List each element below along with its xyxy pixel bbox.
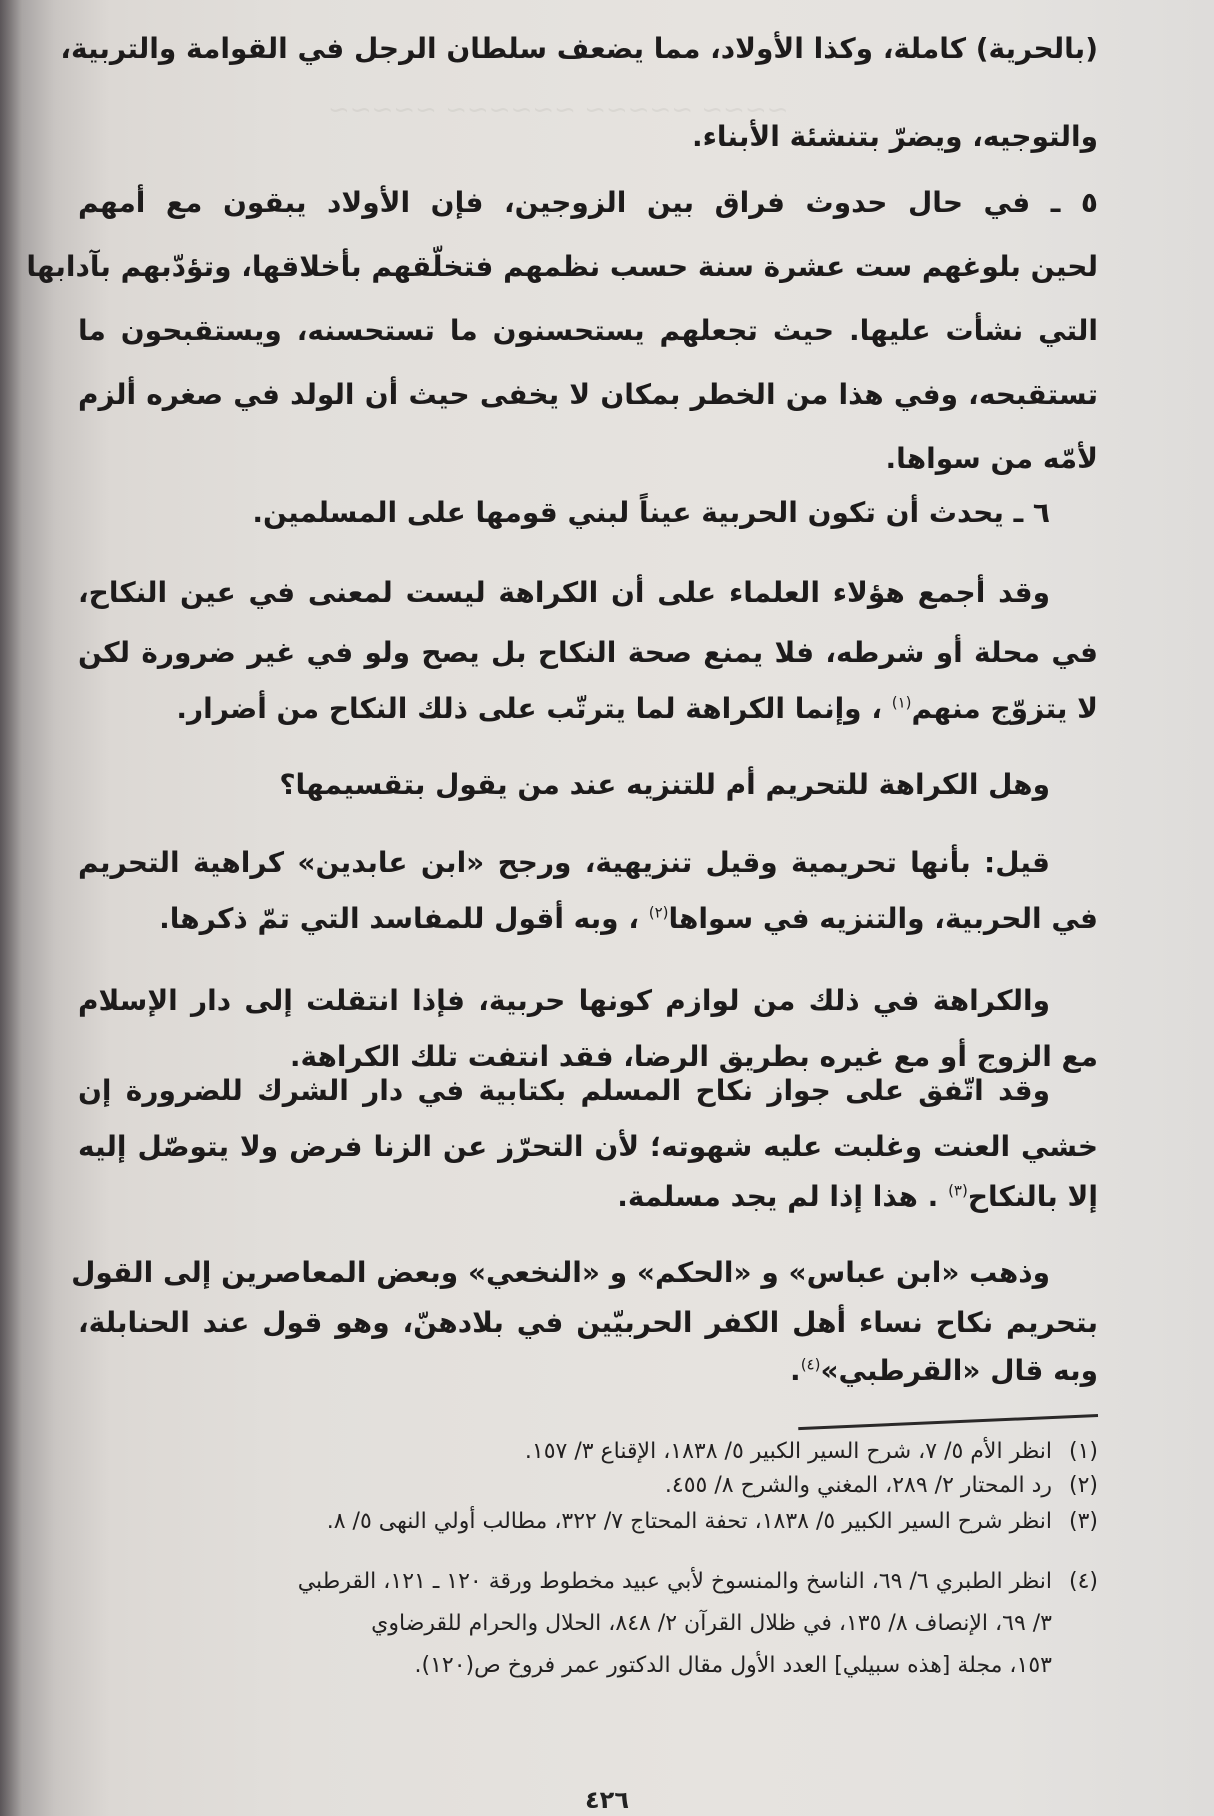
body-text: ٦ ـ يحدث أن تكون الحربية عيناً لبني قومها على المسلمين.	[252, 496, 1050, 529]
body-text: إلا بالنكاح	[967, 1180, 1098, 1213]
body-line	[78, 178, 1098, 228]
footnote-2	[78, 1470, 1098, 1502]
body-text: لحين بلوغهم ست عشرة سنة حسب نظمهم فتخلّقهم بأخلاقها، وتؤدّبهم بآدابها	[26, 250, 1098, 283]
body-line	[78, 838, 1098, 888]
body-text: وبه قال «القرطبي»	[820, 1354, 1098, 1387]
body-text: لأمّه من سواها.	[885, 442, 1098, 475]
footnote-number: (٣)	[1068, 1509, 1098, 1534]
body-line	[78, 1066, 1098, 1116]
footnote-separator	[798, 1414, 1098, 1430]
footnote-number: (٤)	[1068, 1569, 1098, 1594]
body-text: التي نشأت عليها. حيث تجعلهم يستحسنون ما تستحسنه، ويستقبحون ما	[78, 314, 1098, 347]
body-text: في الحربية، والتنزيه في سواها	[668, 902, 1098, 935]
body-text: ، وإنما الكراهة لما يترتّب على ذلك النكاح من أضرار.	[176, 692, 882, 725]
body-line	[78, 306, 1098, 356]
body-line	[78, 894, 1098, 944]
body-line	[78, 370, 1098, 420]
body-line	[78, 760, 1098, 810]
footnote-number: (٢)	[1068, 1473, 1098, 1498]
body-line	[78, 434, 1098, 484]
footnote-ref-4[interactable]: (٤)	[800, 1355, 821, 1374]
footnote-1	[78, 1436, 1098, 1468]
book-page	[26, 0, 1098, 1816]
body-text: لا يتزوّج منهم	[911, 692, 1098, 725]
body-text: في محلة أو شرطه، فلا يمنع صحة النكاح بل يصح ولو في غير ضرورة لكن	[78, 636, 1098, 669]
body-text: وهل الكراهة للتحريم أم للتنزيه عند من يقول بتقسيمها؟	[279, 768, 1050, 801]
body-line	[78, 628, 1098, 678]
body-line	[78, 568, 1098, 618]
body-text: خشي العنت وغلبت عليه شهوته؛ لأن التحرّز عن الزنا فرض ولا يتوصّل إليه	[78, 1130, 1098, 1163]
footnote-text: ١٥٣، مجلة [هذه سبيلي] العدد الأول مقال الدكتور عمر فروخ ص(١٢٠).	[414, 1653, 1052, 1678]
body-line	[78, 1122, 1098, 1172]
page-number: ٤٢٦	[585, 1786, 629, 1814]
show-through-text: ~~~~ ~~~~~ ~~~~~~ ~~~~~	[328, 95, 789, 125]
body-line	[78, 1172, 1098, 1222]
footnote-text: رد المحتار ٢/ ٢٨٩، المغني والشرح ٨/ ٤٥٥.	[664, 1473, 1052, 1498]
body-line	[78, 1298, 1098, 1348]
body-line	[71, 1248, 1098, 1298]
body-line	[26, 242, 1098, 292]
body-text: والكراهة في ذلك من لوازم كونها حربية، فإذا انتقلت إلى دار الإسلام	[78, 984, 1050, 1017]
footnote-4-continuation	[78, 1650, 1098, 1682]
footnote-text: انظر الطبري ٦/ ٦٩، الناسخ والمنسوخ لأبي عبيد مخطوط ورقة ١٢٠ ـ ١٢١، القرطبي	[297, 1569, 1052, 1594]
footnote-number: (١)	[1068, 1439, 1098, 1464]
body-line	[78, 1346, 1098, 1396]
body-line	[78, 684, 1098, 734]
body-text: .	[790, 1354, 801, 1387]
body-line	[78, 976, 1098, 1026]
footnote-text: انظر الأم ٥/ ٧، شرح السير الكبير ٥/ ١٨٣٨، الإقناع ٣/ ١٥٧.	[524, 1439, 1052, 1464]
footnote-ref-3[interactable]: (٣)	[948, 1181, 968, 1200]
body-line	[60, 24, 1098, 74]
body-line	[78, 112, 1098, 162]
footnote-3	[78, 1506, 1098, 1538]
body-text: بتحريم نكاح نساء أهل الكفر الحربيّين في بلادهنّ، وهو قول عند الحنابلة،	[78, 1306, 1098, 1339]
body-text: مما يضعف سلطان الرجل في القوامة والتربية،	[60, 32, 701, 65]
footnote-4	[78, 1566, 1098, 1598]
body-text: (بالحرية) كاملة، وكذا الأولاد،	[710, 32, 1098, 65]
body-text: قيل: بأنها تحريمية وقيل تنزيهية، ورجح «ابن عابدين» كراهية التحريم	[78, 846, 1050, 879]
body-text: وذهب «ابن عباس» و «الحكم» و «النخعي» وبعض المعاصرين إلى القول	[71, 1256, 1050, 1289]
body-text: وقد أجمع هؤلاء العلماء على أن الكراهة ليست لمعنى في عين النكاح،	[78, 576, 1050, 609]
footnote-text: انظر شرح السير الكبير ٥/ ١٨٣٨، تحفة المحتاج ٧/ ٣٢٢، مطالب أولي النهى ٥/ ٨.	[326, 1509, 1052, 1534]
body-text: . هذا إذا لم يجد مسلمة.	[617, 1180, 939, 1213]
body-line	[78, 488, 1098, 538]
footnote-ref-1[interactable]: (١)	[891, 693, 912, 712]
body-text: ٥ ـ في حال حدوث فراق بين الزوجين، فإن الأولاد يبقون مع أمهم	[78, 186, 1098, 219]
body-text: ، وبه أقول للمفاسد التي تمّ ذكرها.	[159, 902, 639, 935]
footnote-4-continuation	[78, 1608, 1098, 1640]
body-text: والتوجيه، ويضرّ بتنشئة الأبناء.	[691, 120, 1098, 153]
footnote-text: ٣/ ٦٩، الإنصاف ٨/ ١٣٥، في ظلال القرآن ٢/ ٨٤٨، الحلال والحرام للقرضاوي	[371, 1611, 1052, 1636]
body-text: وقد اتّفق على جواز نكاح المسلم بكتابية في دار الشرك للضرورة إن	[78, 1074, 1050, 1107]
body-text: تستقبحه، وفي هذا من الخطر بمكان لا يخفى حيث أن الولد في صغره ألزم	[78, 378, 1098, 411]
body-text: مع الزوج أو مع غيره بطريق الرضا، فقد انتفت تلك الكراهة.	[289, 1040, 1098, 1073]
footnote-ref-2[interactable]: (٢)	[648, 903, 669, 922]
